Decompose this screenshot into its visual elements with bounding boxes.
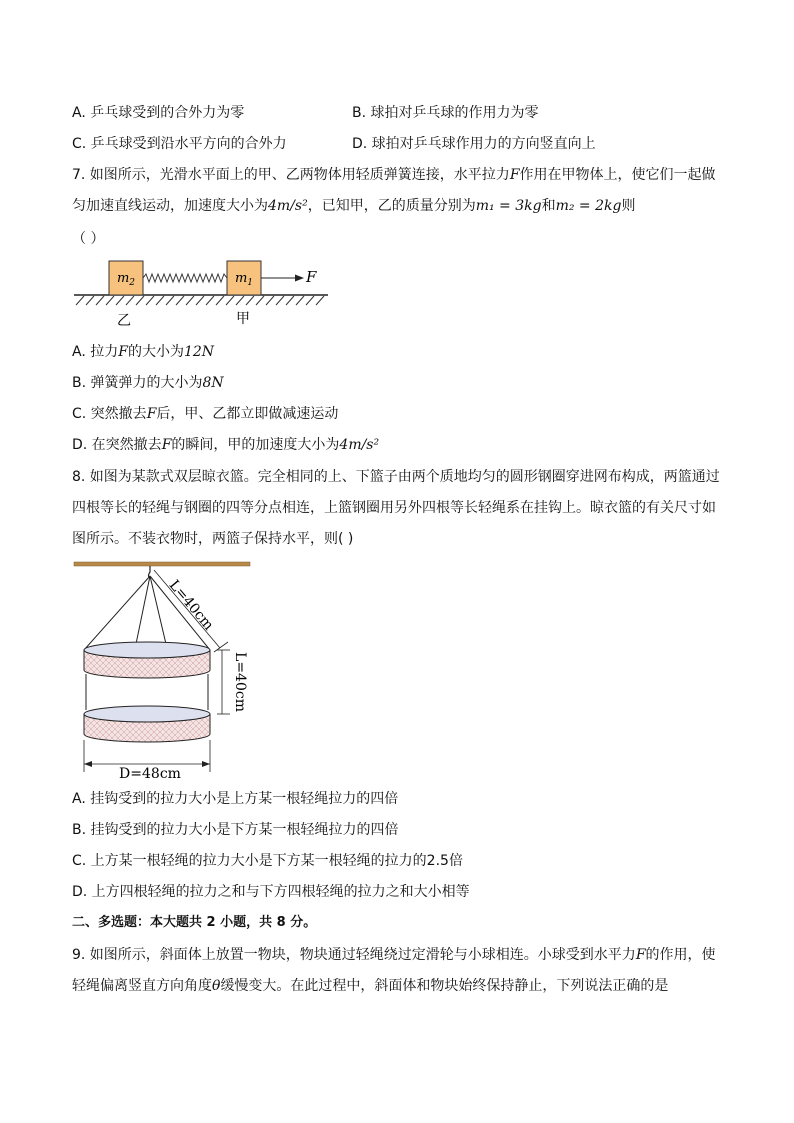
q6-option-b: B. 球拍对乒乓球的作用力为零 [352,105,539,121]
q7-stem-text: ，已知甲，乙的质量分别为 [307,198,476,214]
q9-stem-text: 的作用，使 [645,947,716,963]
q8-option-b: B. 挂钩受到的拉力大小是下方某一根轻绳拉力的四倍 [72,822,399,838]
section-title: 二、多选题：本大题共 2 小题，共 8 分。 [72,915,317,930]
q9-stem-text: 缓慢变大。在此过程中，斜面体和物块始终保持静止，下列说法正确的是 [220,978,669,994]
q7-stem-text: 和 [541,198,556,214]
option-value: 12N [183,344,215,360]
q6-option-d: D. 球拍对乒乓球作用力的方向竖直向上 [352,136,596,152]
q9-force-symbol: F [635,947,646,963]
q7-option-b [72,373,224,393]
option-text: 后，甲、乙都立即做减速运动 [156,406,339,422]
q6-option-a: A. 乒乓球受到的合外力为零 [72,105,245,121]
q8-option-c: C. 上方某一根轻绳的拉力大小是下方某一根轻绳的拉力的2.5倍 [72,853,463,869]
option-text: 的大小为 [127,344,184,360]
q8-basket-diagram [70,558,260,783]
label-yi: 乙 [117,313,131,329]
q7-acceleration: 4m/s² [268,198,308,214]
lower-rope-length-label: L=40cm [232,652,248,712]
lower-ropes [86,674,208,710]
force-arrowhead [295,275,304,282]
q7-answer-paren: （ ） [72,231,105,247]
q8-stem-line2: 四根等长的轻绳与钢圈的四等分点相连，上篮钢圈用另外四根等长轻绳系在挂钩上。晾衣篮的有关尺寸如 [72,500,716,516]
q7-mass2: m₂ = 2kg [555,198,622,214]
block-m1-label: $m_1$ [234,271,254,288]
hanging-rod [74,562,250,566]
q6-options-row2 [72,134,596,154]
force-label: F [306,268,317,286]
lower-basket-rim [84,706,210,722]
option-text: B. 弹簧弹力的大小为 [72,375,203,391]
diameter-label: D=48cm [119,766,181,782]
block-m2-label: $m_2$ [116,271,136,288]
force-symbol: F [146,406,157,422]
q9-stem-line1 [72,945,716,965]
q9-stem-text: 轻绳偏离竖直方向角度 [72,978,212,994]
upper-basket-rim [84,642,210,658]
force-symbol: F [118,344,128,360]
q7-stem-line2 [72,196,635,216]
q9-theta-symbol: θ [212,978,221,994]
q8-option-a: A. 挂钩受到的拉力大小是上方某一根轻绳拉力的四倍 [72,791,399,807]
q7-spring-diagram [70,255,340,330]
option-text: D. 在突然撤去 [72,437,162,453]
option-text: A. 拉力 [72,344,119,360]
force-symbol: F [161,437,172,453]
option-value: 4m/s² [339,437,380,453]
q7-option-c [72,404,338,424]
q8-option-d: D. 上方四根轻绳的拉力之和与下方四根轻绳的拉力之和大小相等 [72,884,470,900]
q7-stem-text: 匀加速直线运动，加速度大小为 [72,198,268,214]
q7-stem-text: 7. 如图所示，光滑水平面上的甲、乙两物体用轻质弹簧连接，水平拉力 [72,167,510,183]
q7-stem-text: 作用在甲物体上，使它们一起做 [519,167,716,183]
ground-hatching [76,296,324,305]
spring [143,274,227,282]
option-value: 8N [202,375,224,391]
q7-option-d [72,435,379,455]
q7-stem-text: 则 [621,198,636,214]
upper-rope-length-label: L=40cm [165,577,217,634]
q6-option-c: C. 乒乓球受到沿水平方向的合外力 [72,136,287,152]
q7-stem-line1 [72,165,716,185]
q9-stem-text: 9. 如图所示，斜面体上放置一物块，物块通过轻绳绕过定滑轮与小球相连。小球受到水平力 [72,947,636,963]
q6-options-row1 [72,103,539,123]
label-jia: 甲 [236,311,250,327]
q7-force-symbol: F [509,167,520,183]
q7-mass1: m₁ = 3kg [475,198,542,214]
q8-stem-line3: 图所示。不装衣物时，两篮子保持水平，则( ) [72,531,354,547]
option-text: C. 突然撤去 [72,406,147,422]
q7-option-a [72,342,214,362]
q8-stem-line1: 8. 如图为某款式双层晾衣篮。完全相同的上、下篮子由两个质地均匀的圆形钢圈穿进网布构成，两篮通过 [72,469,720,485]
option-text: 的瞬间，甲的加速度大小为 [171,437,340,453]
q9-stem-line2 [72,976,668,996]
